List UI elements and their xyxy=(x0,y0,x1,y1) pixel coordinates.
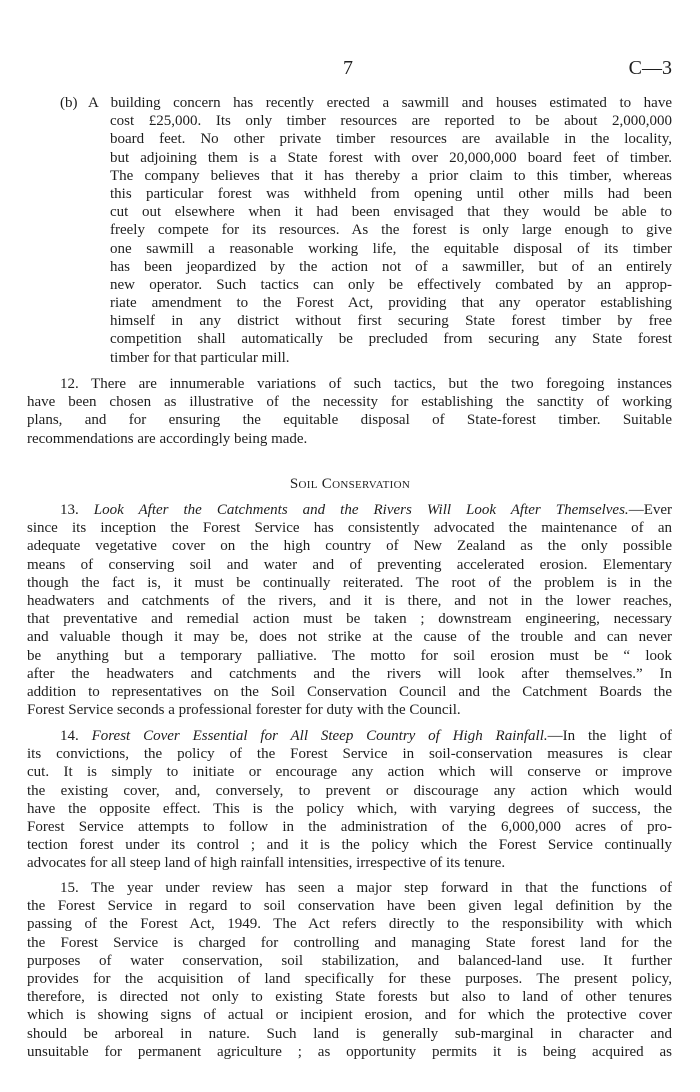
text-line: riate amendment to the Forest Act, providing that any operator establishing xyxy=(110,295,672,312)
text-line: has been jeopardized by the action not of a sawmiller, but of an entirely xyxy=(110,258,672,275)
text-line: advocates for all steep land of high rainfall intensities, irrespective of its tenure. xyxy=(27,855,506,872)
paragraph-title: Look After the Catchments and the Rivers Will Look After Themselves. xyxy=(93,502,629,518)
text-line xyxy=(27,501,672,519)
text-line-content: —In the light of xyxy=(547,728,673,744)
paragraph-15 xyxy=(27,879,672,1061)
text-line: 15. The year under review has seen a major step forward in that the functions of xyxy=(60,880,672,896)
text-line: one sawmill a reasonable working life, the equitable disposal of its timber xyxy=(110,240,672,257)
text-line: the existing cover, and, conversely, to prevent or discourage any action which would xyxy=(27,782,672,799)
text-line: which is showing signs of actual or incipient erosion, and for which the protective cover xyxy=(27,1007,672,1024)
text-line: timber for that particular mill. xyxy=(110,349,290,366)
text-line: Forest Service seconds a professional forester for duty with the Council. xyxy=(27,702,461,719)
text-line: addition to representatives on the Soil Conservation Council and the Catchment Boards the xyxy=(27,683,672,700)
text-line: after the headwaters and catchments and the rivers will look after themselves.” In xyxy=(27,665,672,682)
text-line: should be arboreal in nature. Such land is generally sub-marginal in character and xyxy=(27,1025,672,1042)
text-line: unsuitable for permanent agriculture ; as opportunity permits it is being acquired as xyxy=(27,1043,672,1060)
text-line: means of conserving soil and water and of preventing accelerated erosion. Elementary xyxy=(27,556,672,573)
text-line: but adjoining them is a State forest with over 20,000,000 board feet of timber. xyxy=(110,149,672,166)
text-line: plans, and for ensuring the equitable disposal of State-forest timber. Suitable xyxy=(27,412,672,429)
text-line: though the fact is, it must be continually reiterated. The root of the problem is in the xyxy=(27,574,672,591)
text-line: its convictions, the policy of the Forest Service in soil-conservation measures is clear xyxy=(27,746,672,763)
text-line: new operator. Such tactics can only be effectively combated by an approp- xyxy=(110,276,672,293)
text-line: himself in any district without first securing State forest timber by free xyxy=(110,313,672,330)
text-line: the Forest Service is charged for controlling and managing State forest land for the xyxy=(27,934,672,951)
text-line: tection forest under its control ; and it is the policy which the Forest Service continually xyxy=(27,837,672,854)
paragraph-number: 13. xyxy=(60,502,79,518)
text-line: cut out elsewhere when it had been envisaged that they would be able to xyxy=(110,204,672,221)
text-line: board feet. No other private timber resources are available in the locality, xyxy=(110,131,672,148)
text-line: since its inception the Forest Service has consistently advocated the maintenance of an xyxy=(27,520,672,537)
page-number: 7 xyxy=(343,57,353,79)
paragraph-14 xyxy=(27,727,672,873)
text-line: this particular forest was withheld from opening until other mills had been xyxy=(110,185,672,202)
text-line: headwaters and catchments of the rivers, and it is there, and not in the lower reaches, xyxy=(27,592,672,609)
text-line: be anything but a temporary palliative. The motto for soil erosion must be “ look xyxy=(27,647,672,664)
text-line xyxy=(27,727,672,745)
text-line: recommendations are accordingly being made. xyxy=(27,430,308,447)
text-line: cost £25,000. Its only timber resources are reported to be about 2,000,000 xyxy=(110,113,672,130)
paragraph-title: Forest Cover Essential for All Steep Country of High Rainfall. xyxy=(91,728,548,744)
text-line: freely compete for its resources. As the forest is only large enough to give xyxy=(110,222,672,239)
section-heading: Soil Conservation xyxy=(289,476,411,492)
paragraph-12 xyxy=(27,375,672,448)
text-line: 12. There are innumerable variations of such tactics, but the two foregoing instances xyxy=(60,376,672,392)
text-line: and valuable though it may be, does not strike at the cause of the trouble and can never xyxy=(27,629,672,646)
text-line-content: A building concern has recently erected a sawmill and houses estimated to have xyxy=(88,95,672,111)
text-line: passing of the Forest Act, 1949. The Act refers directly to the responsibility with which xyxy=(27,916,672,933)
text-line-content: —Ever xyxy=(628,502,673,518)
paragraph-number: 14. xyxy=(60,728,79,744)
text-line: therefore, is directed not only to existing State forests but also to land of other tenures xyxy=(27,989,672,1006)
text-line: adequate vegetative cover on the high country of New Zealand as the only possible xyxy=(27,538,672,555)
report-code: C—3 xyxy=(628,57,672,79)
item-label: (b) xyxy=(60,95,78,111)
text-line: have been chosen as illustrative of the necessity for establishing the sanctity of working xyxy=(27,394,672,411)
text-line xyxy=(27,94,672,112)
text-line: purposes of water conservation, soil stabilization, and balanced-land use. It further xyxy=(27,952,672,969)
text-line: the Forest Service in regard to soil conservation have been given legal definition by the xyxy=(27,898,672,915)
text-line: that preventative and remedial action must be taken ; downstream engineering, necessary xyxy=(27,611,672,628)
text-line: provides for the acquisition of land specifically for these purposes. The present policy, xyxy=(27,970,672,987)
paragraph-13 xyxy=(27,501,672,719)
text-line: cut. It is simply to initiate or encourage any action which will conserve or improve xyxy=(27,764,672,781)
text-line: The company believes that it has thereby a prior claim to this timber, whereas xyxy=(110,167,672,184)
text-line: competition shall automatically be precluded from securing any State forest xyxy=(110,331,672,348)
paragraph-b xyxy=(27,94,672,367)
text-line: have the opposite effect. This is the policy which, with varying degrees of success, the xyxy=(27,800,672,817)
text-line: Forest Service attempts to follow in the administration of the 6,000,000 acres of pro- xyxy=(27,818,672,835)
